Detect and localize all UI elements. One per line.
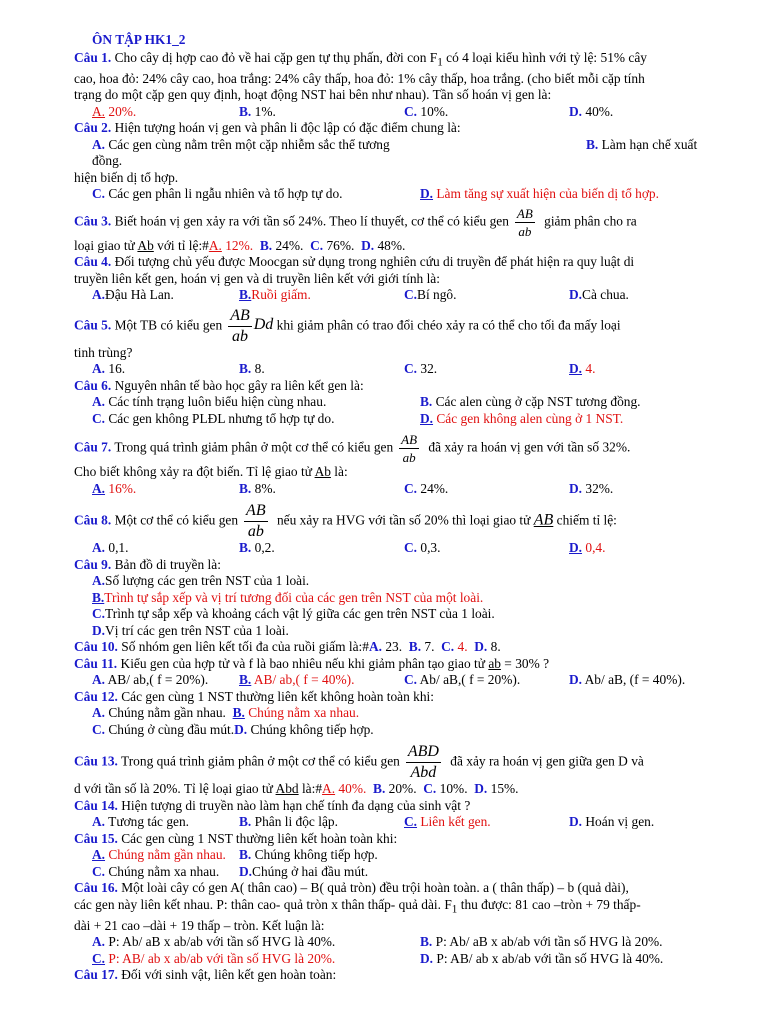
- question-number: Câu 2.: [74, 120, 112, 136]
- option-d: D. 15%.: [474, 781, 519, 797]
- question-number: Câu 8.: [74, 512, 112, 528]
- question-text: Các gen cùng 1 NST thường liên kết hoàn toàn khi:: [117, 830, 398, 846]
- question-7: [74, 433, 734, 464]
- question-16-options-cd: [74, 951, 734, 968]
- option-d: D. 4.: [569, 361, 596, 377]
- question-2: [74, 120, 734, 137]
- option-b: B. 0,2.: [239, 540, 275, 556]
- question-16-options-ab: [74, 934, 734, 951]
- question-6: [74, 378, 734, 395]
- page-title: ÔN TẬP HK1_2: [92, 32, 186, 47]
- question-text-cont: khi giảm phân có trao đổi chéo xảy ra có thể cho tối đa mấy loại: [273, 317, 621, 333]
- option-d: D. Các gen không alen cùng ở 1 NST.: [420, 410, 624, 426]
- option-c: C. 10%.: [423, 781, 468, 797]
- option-b: B. 20%.: [373, 781, 417, 797]
- question-16-line3: dài + 21 cao –dài + 19 thấp – tròn. Kết luận là:: [74, 917, 325, 933]
- option-a: A. 16.: [92, 361, 126, 377]
- question-8-options: [74, 540, 734, 557]
- question-number: Câu 13.: [74, 753, 118, 769]
- gamete-label: AB: [533, 511, 554, 529]
- question-6-options-ab: [74, 394, 734, 411]
- question-number: Câu 15.: [74, 830, 118, 846]
- question-11: Câu 11. Kiểu gen của hợp tử và f là bao nhiêu nếu khi giảm phân tạo giao tử ab = 30% ?: [74, 655, 550, 671]
- option-a: A. 16%.: [92, 480, 137, 496]
- option-d: D.Cà chua.: [569, 287, 629, 303]
- question-2-options-ab: [74, 137, 734, 170]
- option-b: B. Chúng nằm xa nhau.: [232, 705, 360, 721]
- option-b: B. 1%.: [239, 103, 276, 119]
- question-text-cont: giảm phân cho ra: [540, 213, 637, 229]
- option-d: D. 8.: [474, 639, 501, 655]
- question-text: Số nhóm gen liên kết tối đa của ruồi giấm là:#: [117, 639, 369, 655]
- question-text: Một cơ thể có kiểu gen: [111, 512, 239, 528]
- question-14-options: [74, 814, 734, 831]
- question-13-line2: d với tần số là 20%. Tỉ lệ loại giao tử Abd là:#A. 40%. B. 20%. C. 10%. D. 15%.: [74, 781, 519, 797]
- question-number: Câu 9.: [74, 556, 112, 572]
- option-a: A. AB/ ab,( f = 20%).: [92, 672, 209, 688]
- question-6-options-cd: [74, 411, 734, 428]
- option-c: C.Trình tự sắp xếp và khoảng cách vật lý giữa các gen trên NST của 1 loài.: [92, 606, 495, 622]
- question-9: [74, 557, 734, 574]
- question-number: Câu 16.: [74, 880, 118, 896]
- question-3: [74, 207, 734, 238]
- option-b: B. AB/ ab,( f = 40%).: [239, 672, 355, 688]
- question-16-line2: các gen này liên kết nhau. P: thân cao- quả tròn x thân thấp- quả dài. $F_1$ thu được: 81 cao –tròn + 79 thấp-: [74, 896, 641, 916]
- option-d: D. Ab/ aB, (f = 40%).: [569, 672, 686, 688]
- option-b: B. P: Ab/ aB x ab/ab với tần số HVG là 20%.: [420, 934, 663, 950]
- question-text: Trong quá trình giảm phân ở một cơ thể có kiểu gen: [117, 753, 400, 769]
- option-c: C. 4.: [441, 639, 468, 655]
- option-a: A. 0,1.: [92, 540, 129, 556]
- question-text: Nguyên nhân tế bào học gây ra liên kết gen là:: [111, 377, 364, 393]
- option-b: B. 8.: [239, 361, 265, 377]
- question-12-options-ab: [74, 705, 734, 722]
- question-5-options: [74, 361, 734, 378]
- option-d: D. 48%.: [361, 237, 406, 253]
- option-c: C. 32.: [404, 361, 438, 377]
- option-c: C. 0,3.: [404, 540, 441, 556]
- option-a: A. Chúng nằm gần nhau.: [92, 705, 226, 721]
- question-text: Một TB có kiểu gen: [111, 317, 223, 333]
- option-b: B. Phân li độc lập.: [239, 814, 338, 830]
- question-1-options: [74, 104, 734, 121]
- option-a: A. Các gen cùng nằm trên một cặp nhiễm sắc thể tương đồng.: [92, 136, 390, 169]
- option-c: C. Ab/ aB,( f = 20%).: [404, 672, 521, 688]
- option-b: B.Ruồi giấm.: [239, 287, 311, 303]
- option-a: A.Số lượng các gen trên NST của 1 loài.: [92, 573, 310, 589]
- question-15: [74, 831, 734, 848]
- question-text: Hiện tượng di truyền nào làm hạn chế tính đa dạng của sinh vật ?: [117, 797, 471, 813]
- question-text-cont: nếu xảy ra HVG với tần số 20% thì loại giao tử: [273, 512, 531, 528]
- question-number: Câu 6.: [74, 377, 112, 393]
- question-5: [74, 308, 734, 345]
- question-number: Câu 4.: [74, 254, 112, 270]
- option-a: A. Tương tác gen.: [92, 814, 190, 830]
- question-text: Bản đồ di truyền là:: [111, 556, 221, 572]
- option-c: C. 10%.: [404, 103, 449, 119]
- option-c: C. Liên kết gen.: [404, 814, 491, 830]
- option-d: D. Làm tăng sự xuất hiện của biến dị tổ hợp.: [420, 186, 659, 202]
- option-b: B. 8%.: [239, 480, 276, 496]
- question-text: Cho cây dị hợp cao đỏ về hai cặp gen tự thụ phấn, đời con F: [111, 49, 438, 65]
- question-number: Câu 7.: [74, 439, 112, 455]
- question-12: [74, 689, 734, 706]
- question-text: Đối tượng chủ yếu được Moocgan sử dụng trong nghiên cứu di truyền để phát hiện ra quy luật di: [111, 254, 635, 270]
- question-5-line2: tinh trùng?: [74, 344, 133, 360]
- option-b: B. 7.: [408, 639, 435, 655]
- question-text-end: chiếm tỉ lệ:: [553, 512, 617, 528]
- question-text-cont: đã xảy ra hoán vị gen giữa gen D và: [446, 753, 644, 769]
- option-b: B. 24%.: [259, 237, 304, 253]
- question-1-line3: trạng do một cặp gen quy định, hoạt động NST hai bên như nhau). Tần số hoán vị gen là:: [74, 87, 552, 103]
- genotype-fraction: $\frac{AB}{ab}$: [230, 306, 250, 345]
- question-text: Hiện tượng hoán vị gen và phân li độc lập có đặc điểm chung là:: [111, 120, 461, 136]
- genotype-fraction: $\frac{AB}{ab}$: [516, 205, 533, 239]
- option-a: A. 20%.: [92, 103, 137, 119]
- option-a: A. 12%.: [208, 237, 254, 253]
- option-d: D.Vị trí các gen trên NST của 1 loài.: [92, 622, 289, 638]
- question-15-options-cd: [74, 864, 734, 881]
- question-1: [74, 50, 734, 71]
- option-d: D. 32%.: [569, 480, 614, 496]
- option-a: A. P: Ab/ aB x ab/ab với tần số HVG là 40%.: [92, 934, 336, 950]
- question-10: [74, 639, 734, 656]
- question-text: Một loài cây có gen A( thân cao) – B( quả tròn) đều trội hoàn toàn. a ( thân thấp) – b (quả dài),: [117, 880, 629, 896]
- question-7-line2: Cho biết không xảy ra đột biến. Tỉ lệ giao tử Ab là:: [74, 464, 348, 480]
- question-14: [74, 798, 734, 815]
- question-8: [74, 503, 734, 540]
- option-c: C.Bí ngô.: [404, 287, 457, 303]
- option-b: B. Làm hạn chế xuất: [586, 136, 698, 152]
- question-4-line2: truyền liên kết gen, hoán vị gen và di truyền liên kết với giới tính là:: [74, 270, 440, 286]
- question-text-cont: đã xảy ra hoán vị gen với tần số 32%.: [425, 439, 631, 455]
- option-c: C. 76%.: [310, 237, 355, 253]
- question-number: Câu 12.: [74, 688, 118, 704]
- option-b: B. Các alen cùng ở cặp NST tương đồng.: [420, 394, 641, 410]
- question-text: Trong quá trình giảm phân ở một cơ thể có kiểu gen: [111, 439, 394, 455]
- genotype-fraction: $\frac{AB}{ab}$: [246, 502, 266, 541]
- question-number: Câu 3.: [74, 213, 112, 229]
- option-d: D. 40%.: [569, 103, 614, 119]
- question-number: Câu 10.: [74, 639, 118, 655]
- option-b: B. Chúng không tiếp hợp.: [239, 847, 378, 863]
- option-c: C. Các gen phân li ngẫu nhiên và tổ hợp tự do.: [92, 186, 343, 202]
- option-c: C. Chúng ở cùng đầu mút.: [92, 721, 235, 737]
- option-d: D. 0,4.: [569, 540, 606, 556]
- question-number: Câu 11.: [74, 655, 118, 671]
- option-b: B.Trình tự sắp xếp và vị trí tương đối của các gen trên NST của một loài.: [92, 589, 484, 605]
- question-number: Câu 5.: [74, 317, 112, 333]
- question-16: [74, 880, 734, 897]
- option-d: D. Chúng không tiếp hợp.: [234, 721, 374, 737]
- question-2-options-cd: [74, 186, 734, 203]
- option-c: C. Chúng nằm xa nhau.: [92, 863, 220, 879]
- question-4: [74, 254, 734, 271]
- question-text: Các gen cùng 1 NST thường liên kết không hoàn toàn khi:: [117, 688, 434, 704]
- option-b-cont: hiện biến dị tổ hợp.: [74, 169, 179, 185]
- question-1-line2: cao, hoa đỏ: 24% cây cao, hoa trắng: 24% cây thấp, hoa đỏ: 1% cây thấp, hoa trắng. (cho biết mỗi cặp tính: [74, 70, 645, 86]
- question-17: [74, 967, 734, 984]
- document-page: [74, 32, 734, 984]
- genotype-tail: Dd: [253, 316, 274, 334]
- option-d: D. Hoán vị gen.: [569, 814, 655, 830]
- question-number: Câu 1.: [74, 49, 112, 65]
- genotype-fraction: $\frac{\text{ABD}}{\text{Abd}}$: [407, 743, 439, 782]
- question-15-options-ab: [74, 847, 734, 864]
- subscript: 1: [437, 56, 443, 69]
- option-a: A. Chúng nằm gần nhau.: [92, 847, 226, 863]
- option-c: C. P: AB/ ab x ab/ab với tần số HVG là 20%.: [92, 950, 336, 966]
- option-a: A. 23.: [368, 639, 403, 655]
- option-c: C. 24%.: [404, 480, 449, 496]
- question-text: Đối với sinh vật, liên kết gen hoàn toàn:: [117, 967, 337, 983]
- question-3-line2: loại giao tử Ab với tỉ lệ:#A. 12%. B. 24%. C. 76%. D. 48%.: [74, 237, 406, 253]
- option-d: D. P: AB/ ab x ab/ab với tần số HVG là 40%.: [420, 950, 664, 966]
- option-d: D.Chúng ở hai đầu mút.: [239, 863, 369, 879]
- question-13: [74, 744, 734, 781]
- question-7-options: [74, 481, 734, 498]
- question-number: Câu 14.: [74, 797, 118, 813]
- question-text: Biết hoán vị gen xảy ra với tần số 24%. Theo lí thuyết, cơ thể có kiểu gen: [111, 213, 509, 229]
- question-12-options-cd: [74, 722, 734, 739]
- question-11-options: [74, 672, 734, 689]
- option-c: C. Các gen không PLĐL nhưng tổ hợp tự do.: [92, 410, 335, 426]
- question-text-cont: có 4 loại kiểu hình với tỷ lệ: 51% cây: [442, 49, 647, 65]
- option-a: A. Các tính trạng luôn biểu hiện cùng nhau.: [92, 394, 327, 410]
- option-a: A. 40%.: [322, 781, 367, 797]
- question-4-options: [74, 287, 734, 304]
- question-number: Câu 17.: [74, 967, 118, 983]
- option-a: A.Đậu Hà Lan.: [92, 287, 174, 303]
- genotype-fraction: $\frac{AB}{ab}$: [401, 432, 418, 466]
